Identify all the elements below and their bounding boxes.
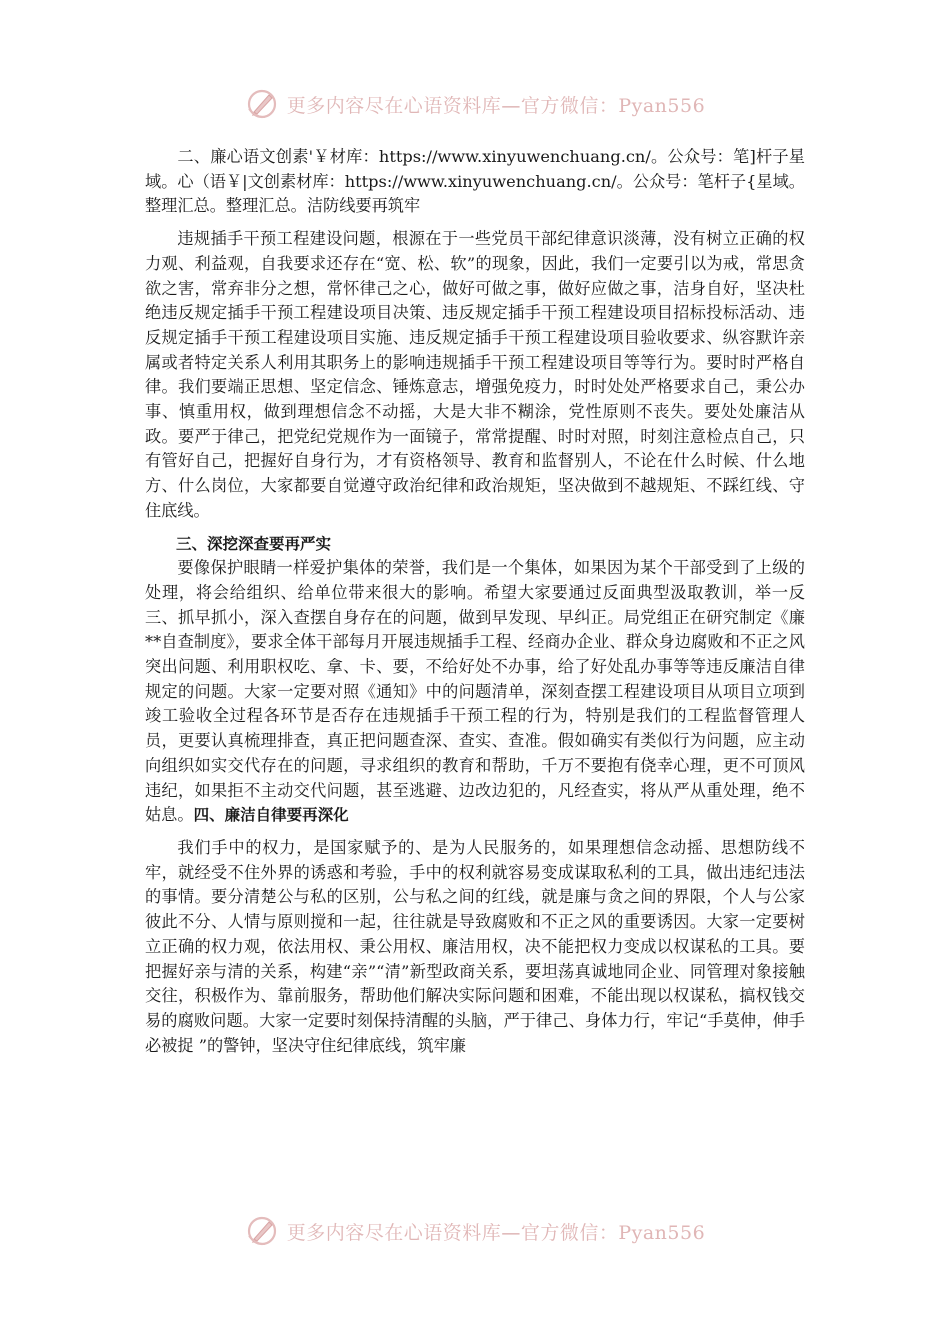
paragraph-section-2-body: 违规插手干预工程建设问题，根源在于一些党员干部纪律意识淡薄，没有树立正确的权力观、利益观，自我要求还存在“宽、松、软”的现象，因此，我们一定要引以为戒，常思贪欲之害，常弃非分之想，常怀律己之心，做好可做之事，做好应做之事，洁身自好，坚决杜绝违反规定插手干预工程建设项目决策、违反规定插手干预工程建设项目招标投标活动、违反规定插手干预工程建设项目实施、违反规定插手干预工程建设项目验收要求、纵容默许亲属或者特定关系人利用其职务上的影响违规插手干预工程建设项目等等行为。要时时严格自律。我们要端正思想、坚定信念、锤炼意志，增强免疫力，时时处处严格要求自己，秉公办事、慎重用权，做到理想信念不动摇，大是大非不糊涂，党性原则不丧失。要处处廉洁从政。要严于律己，把党纪党规作为一面镜子，常常提醒、时时对照，时刻注意检点自己，只有管好自己，把握好自身行为，才有资格领导、教育和监督别人，不论在什么时候、什么地方、什么岗位，大家都要自觉遵守政治纪律和政治规矩，坚决做到不越规矩、不踩红线、守住底线。	[145, 229, 805, 520]
watermark-official: 官方微信：	[520, 94, 619, 117]
heading-section-4: 四、廉洁自律要再深化	[193, 806, 349, 825]
watermark-official: 官方微信：	[520, 1221, 619, 1244]
watermark-id: Pyan556	[618, 1221, 706, 1244]
section-3-text: 要像保护眼睛一样爱护集体的荣誉，我们是一个集体，如果因为某个干部受到了上级的处理，将会给组织、给单位带来很大的影响。希望大家要通过反面典型汲取教训，举一反三、抓早抓小，深入查摆自身存在的问题，做到早发现、早纠正。局党组正在研究制定《廉**自查制度》，要求全体干部每月开展违规插手工程、经商办企业、群众身边腐败和不正之风突出问题、利用职权吃、拿、卡、要，不给好处不办事，给了好处乱办事等等违反廉洁自律规定的问题。大家一定要对照《通知》中的问题清单，深刻查摆工程建设项目从项目立项到竣工验收全过程各环节是否存在违规插手干预工程的行为，特别是我们的工程监督管理人员，更要认真梳理排查，真正把问题查深、查实、查准。假如确实有类似行为问题，应主动向组织如实交代存在的问题，寻求组织的教育和帮助，千万不要抱有侥幸心理，更不可顶风违纪，如果拒不主动交代问题，甚至逃避、边改边犯的，凡经查实，将从严从重处理，绝不姑息。	[145, 558, 805, 825]
document-body	[145, 145, 805, 1058]
watermark-dash: —	[501, 1221, 521, 1244]
watermark-group	[245, 1214, 705, 1248]
watermark-text	[287, 91, 705, 118]
watermark-group	[245, 87, 705, 121]
header-watermark-banner	[0, 84, 950, 124]
paragraph-section-2-title: 二、廉心语文创素'￥材库：https://www.xinyuwenchuang.cn/。公众号：笔]杆子星域。心（语￥|文创素材库：https://www.xinyuwenchuang.cn/。公众号：笔杆子{星域。整理汇总。整理汇总。洁防线要再筑牢	[145, 147, 805, 216]
watermark-id: Pyan556	[618, 94, 706, 117]
watermark-dash: —	[501, 94, 521, 117]
footer-watermark-banner	[0, 1211, 950, 1251]
watermark-main: 更多内容尽在心语资料库	[286, 1221, 502, 1244]
heading-section-3: 三、深挖深查要再严实	[176, 534, 332, 553]
paragraph-section-3-body	[145, 556, 805, 828]
watermark-main: 更多内容尽在心语资料库	[286, 94, 502, 117]
watermark-text	[287, 1218, 705, 1245]
paragraph-section-4-body: 我们手中的权力，是国家赋予的、是为人民服务的，如果理想信念动摇、思想防线不牢，就经受不住外界的诱惑和考验，手中的权利就容易变成谋取私利的工具，做出违纪违法的事情。要分清楚公与私的区别，公与私之间的红线，就是廉与贪之间的界限，个人与公家彼此不分、人情与原则搅和一起，往往就是导致腐败和不正之风的重要诱因。大家一定要树立正确的权力观，依法用权、秉公用权、廉洁用权，决不能把权力变成以权谋私的工具。要把握好亲与清的关系，构建“亲”“清”新型政商关系，要坦荡真诚地同企业、同管理对象接触交往，积极作为、靠前服务，帮助他们解决实际问题和困难，不能出现以权谋私，搞权钱交易的腐败问题。大家一定要时刻保持清醒的头脑，严于律己、身体力行，牢记“手莫伸，伸手必被捉 ”的警钟，坚决守住纪律底线，筑牢廉	[145, 837, 805, 1055]
pen-circle-logo-icon	[245, 1214, 279, 1248]
pen-circle-logo-icon	[245, 87, 279, 121]
